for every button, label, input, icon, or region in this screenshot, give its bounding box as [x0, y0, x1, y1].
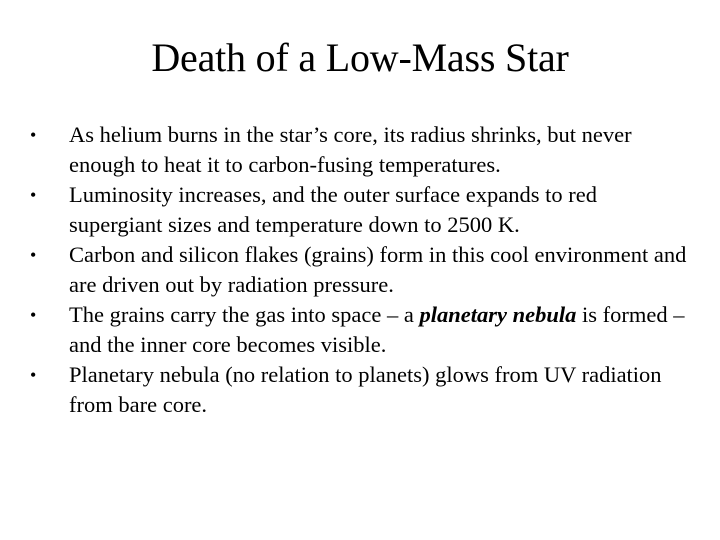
- bullet-icon: •: [30, 365, 37, 385]
- bullet-item: [27, 180, 687, 240]
- bullet-icon: •: [30, 245, 37, 265]
- bullet-item: [27, 360, 687, 420]
- bullet-item: [27, 120, 687, 180]
- bullet-list: [27, 120, 687, 420]
- bullet-icon: •: [30, 125, 37, 145]
- bullet-text-after: is formed – and the inner core becomes visible.: [69, 302, 685, 357]
- bullet-text: Luminosity increases, and the outer surface expands to red supergiant sizes and temperature down to 2500 K.: [69, 182, 597, 237]
- bullet-item: [27, 300, 687, 360]
- bullet-text: Carbon and silicon flakes (grains) form in this cool environment and are driven out by radiation pressure.: [69, 242, 687, 297]
- bullet-item: [27, 240, 687, 300]
- bullet-text: As helium burns in the star’s core, its radius shrinks, but never enough to heat it to carbon-fusing temperatures.: [69, 122, 632, 177]
- emphasis-term: planetary nebula: [419, 302, 577, 327]
- bullet-text: Planetary nebula (no relation to planets) glows from UV radiation from bare core.: [69, 362, 662, 417]
- slide-title: Death of a Low-Mass Star: [151, 35, 569, 80]
- bullet-text-before: The grains carry the gas into space – a: [69, 302, 420, 327]
- bullet-icon: •: [30, 305, 37, 325]
- bullet-icon: •: [30, 185, 37, 205]
